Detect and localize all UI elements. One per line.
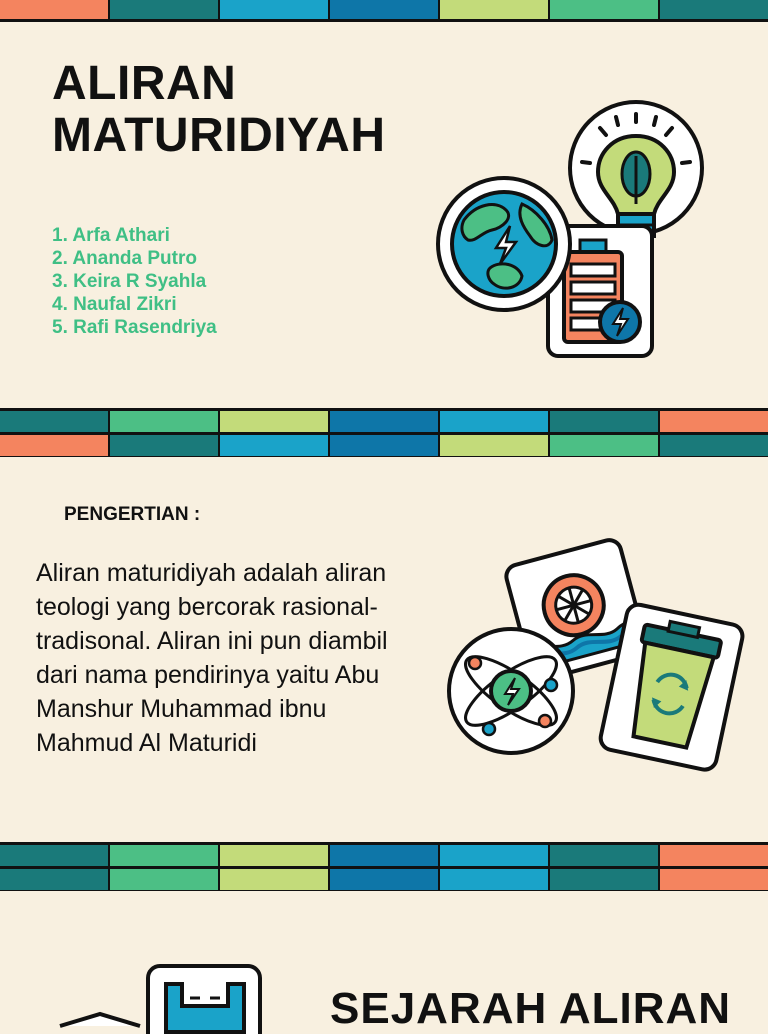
stripe-segment: [330, 411, 440, 432]
bottom-illustration: [60, 962, 270, 1024]
sustainability-illustration: [445, 535, 740, 775]
history-section-title: SEJARAH ALIRAN: [330, 984, 732, 1033]
stripe-segment: [550, 435, 660, 456]
stripe-segment: [660, 0, 768, 19]
globe-icon: [438, 178, 570, 310]
stripe-segment: [110, 845, 220, 866]
stripe-line-b: [0, 432, 768, 456]
stripe-segment: [330, 845, 440, 866]
stripe-segment: [0, 869, 110, 890]
stripe-segment: [440, 411, 550, 432]
stripe-segment: [220, 845, 330, 866]
stripe-segment: [330, 869, 440, 890]
lightbulb-leaf-icon: [570, 102, 702, 236]
stripe-segment: [220, 0, 330, 19]
stripe-segment: [220, 435, 330, 456]
definition-line: Manshur Muhammad ibnu: [36, 695, 327, 723]
stripe-segment: [330, 0, 440, 19]
stripe-segment: [660, 435, 768, 456]
middle-color-stripe: [0, 408, 768, 457]
stripe-segment: [660, 845, 768, 866]
stripe-segment: [660, 411, 768, 432]
member-item: 1. Arfa Athari: [52, 225, 170, 246]
stripe-segment: [0, 435, 110, 456]
stripe-segment: [0, 0, 110, 19]
stripe-line-a: [0, 411, 768, 432]
definition-line: dari nama pendirinya yaitu Abu: [36, 661, 380, 689]
stripe-segment: [330, 435, 440, 456]
member-item: 5. Rafi Rasendriya: [52, 317, 217, 338]
stripe-segment: [0, 411, 110, 432]
stripe-segment: [110, 435, 220, 456]
member-item: 4. Naufal Zikri: [52, 294, 177, 315]
stripe-segment: [220, 411, 330, 432]
stripe-segment: [440, 869, 550, 890]
page-title: [52, 58, 386, 162]
definition-line: Mahmud Al Maturidi: [36, 729, 257, 757]
stripe-segment: [550, 0, 660, 19]
stripe-segment: [440, 0, 550, 19]
stripe-segment: [550, 869, 660, 890]
lower-color-stripe: [0, 842, 768, 891]
member-item: 3. Keira R Syahla: [52, 271, 207, 292]
stripe-segment: [0, 845, 110, 866]
stripe-segment: [660, 869, 768, 890]
stripe-segment: [110, 0, 220, 19]
definition-line: Aliran maturidiyah adalah aliran: [36, 559, 387, 587]
definition-line: tradisonal. Aliran ini pun diambil: [36, 627, 388, 655]
stripe-segment: [550, 411, 660, 432]
stripe-segment: [440, 435, 550, 456]
definition-heading: PENGERTIAN :: [64, 504, 201, 525]
title-line-1: ALIRAN: [52, 57, 237, 110]
definition-line: teologi yang bercorak rasional-: [36, 593, 378, 621]
energy-illustration: [430, 100, 720, 365]
stripe-segment: [550, 845, 660, 866]
title-line-2: MATURIDIYAH: [52, 109, 386, 162]
stripe-segment: [220, 869, 330, 890]
top-color-stripe: [0, 0, 768, 22]
atom-icon: [449, 629, 573, 753]
stripe-line-b: [0, 866, 768, 890]
stripe-line-a: [0, 845, 768, 866]
member-item: 2. Ananda Putro: [52, 248, 197, 269]
stripe-segment: [110, 411, 220, 432]
definition-paragraph: [36, 556, 436, 760]
member-list: [52, 224, 217, 339]
stripe-segment: [440, 845, 550, 866]
stripe-segment: [110, 869, 220, 890]
